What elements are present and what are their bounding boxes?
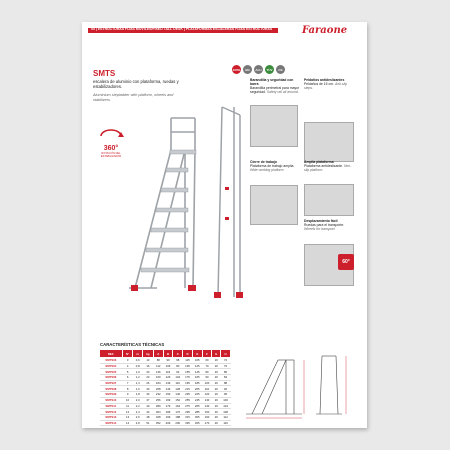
table-cell: 20 xyxy=(212,403,221,409)
table-cell: 99 xyxy=(163,358,173,364)
feature-body: Barandilla perimetral para mayor seguridad. xyxy=(250,86,300,94)
table-cell: 245 xyxy=(192,397,202,403)
table-cell: 328 xyxy=(153,414,163,420)
table-cell: 100 xyxy=(221,397,231,403)
photo-closure xyxy=(250,185,298,225)
table-cell: 232 xyxy=(153,392,163,398)
table-cell: 305 xyxy=(192,414,202,420)
table-cell: 110 xyxy=(202,386,212,392)
table-cell: 12 xyxy=(122,409,133,415)
table-cell: 20 xyxy=(142,369,153,375)
table-cell: 105 xyxy=(192,358,202,364)
table-cell: 6 xyxy=(122,375,133,381)
table-cell: 30 xyxy=(142,386,153,392)
table-cell: 189 xyxy=(163,409,173,415)
table-cell: 20 xyxy=(212,386,221,392)
table-cell: 205 xyxy=(192,386,202,392)
table-cell: 23 xyxy=(142,375,153,381)
table-cell: 116 xyxy=(221,420,231,426)
table-cell: 199 xyxy=(163,414,173,420)
table-cell: 285 xyxy=(192,409,202,415)
table-cell: 88 xyxy=(221,380,231,386)
product-code: SMTS xyxy=(93,69,116,78)
table-cell: 20 xyxy=(212,414,221,420)
specs-body xyxy=(100,358,231,426)
feature-en: Wide working platform. xyxy=(250,168,285,172)
table-cell: SMTS10 xyxy=(100,397,123,403)
feature-body: Peldaños de 15 cm. xyxy=(304,82,334,86)
table-cell: 70 xyxy=(202,363,212,369)
photo-handrail xyxy=(250,105,298,147)
table-cell: 2,8 xyxy=(133,420,142,426)
table-cell: 215 xyxy=(183,386,193,392)
feature-en: Wheels for transport. xyxy=(304,227,336,231)
table-cell: 225 xyxy=(192,392,202,398)
table-cell: 7 xyxy=(122,380,133,386)
col-header: REF. xyxy=(100,350,123,358)
table-cell: 119 xyxy=(163,369,173,375)
badge-en: EN xyxy=(243,65,252,74)
table-cell: 0,6 xyxy=(133,358,142,364)
table-cell: SMTS07 xyxy=(100,380,123,386)
table-cell: 2,2 xyxy=(133,403,142,409)
table-cell: 116 xyxy=(173,380,183,386)
table-cell: 335 xyxy=(183,420,193,426)
rotation-callout xyxy=(96,126,126,158)
table-cell: 129 xyxy=(163,375,173,381)
table-cell: 208 xyxy=(153,386,163,392)
table-cell: 140 xyxy=(173,392,183,398)
badge-100: 100% xyxy=(232,65,241,74)
table-cell: SMTS14 xyxy=(100,420,123,426)
table-cell: 152 xyxy=(173,397,183,403)
feature-en: Safety rail all around. xyxy=(266,90,299,94)
table-cell: 90 xyxy=(202,375,212,381)
table-cell: 179 xyxy=(163,403,173,409)
feature-en: Anti-slip steps. xyxy=(304,82,347,90)
catalog-page xyxy=(82,22,367,428)
table-cell: 104 xyxy=(221,403,231,409)
product-subtitle: escalera de aluminio con plataforma, ruedas y estabilizadores. xyxy=(93,79,179,89)
table-cell: 145 xyxy=(192,369,202,375)
feature-en: Non-slip platform. xyxy=(304,164,352,172)
table-cell: 130 xyxy=(202,397,212,403)
table-cell: 9 xyxy=(122,392,133,398)
table-cell: 84 xyxy=(221,375,231,381)
header-bar xyxy=(82,22,367,38)
badge-tuv: TÜV xyxy=(265,65,274,74)
table-cell: 92 xyxy=(173,369,183,375)
table-cell: 11 xyxy=(122,403,133,409)
badge-ce: CE xyxy=(276,65,285,74)
table-cell: 1,6 xyxy=(133,386,142,392)
brand-logo: Faraone xyxy=(302,25,348,36)
table-cell: 140 xyxy=(202,403,212,409)
feature-closure xyxy=(250,160,300,172)
feature-title: Desplazamiento fácil xyxy=(304,219,338,223)
table-cell: 188 xyxy=(173,414,183,420)
table-cell: 4 xyxy=(122,363,133,369)
table-cell: 44 xyxy=(142,409,153,415)
col-header: A xyxy=(153,350,163,358)
table-cell: 100 xyxy=(202,380,212,386)
table-cell: 176 xyxy=(173,409,183,415)
table-cell: 304 xyxy=(153,409,163,415)
col-header: H xyxy=(221,350,231,358)
table-cell: 352 xyxy=(153,420,163,426)
col-header: F xyxy=(202,350,212,358)
table-cell: 2,6 xyxy=(133,414,142,420)
table-cell: 125 xyxy=(192,363,202,369)
feature-body: Plataforma antideslizante. xyxy=(304,164,344,168)
feature-platform xyxy=(304,160,352,172)
feature-title: Amplia plataforma xyxy=(304,160,334,164)
table-cell: 115 xyxy=(183,358,193,364)
table-cell: 20 xyxy=(212,392,221,398)
table-cell: SMTS13 xyxy=(100,414,123,420)
table-cell: 20 xyxy=(212,375,221,381)
col-header: N° xyxy=(122,350,133,358)
table-cell: 33 xyxy=(142,392,153,398)
rotation-degrees: 360° xyxy=(103,145,119,152)
col-header: m xyxy=(133,350,142,358)
specs-header-row xyxy=(100,350,231,358)
table-cell: 280 xyxy=(153,403,163,409)
specs-title: CARACTERÍSTICAS TÉCNICAS xyxy=(100,342,165,347)
table-cell: SMTS06 xyxy=(100,375,123,381)
feature-title: Barandilla y seguridad con barra xyxy=(250,78,294,86)
table-cell: 256 xyxy=(153,397,163,403)
table-cell: 72 xyxy=(221,358,231,364)
table-cell: 175 xyxy=(183,375,193,381)
table-cell: 160 xyxy=(202,414,212,420)
table-cell: 170 xyxy=(202,420,212,426)
table-cell: SMTS11 xyxy=(100,403,123,409)
table-cell: 128 xyxy=(173,386,183,392)
table-cell: 5 xyxy=(122,369,133,375)
table-cell: 0,8 xyxy=(133,363,142,369)
table-cell: 16 xyxy=(142,363,153,369)
table-cell: 76 xyxy=(221,363,231,369)
table-cell: 14 xyxy=(122,420,133,426)
table-cell: 120 xyxy=(202,392,212,398)
table-cell: 165 xyxy=(192,375,202,381)
table-cell: 135 xyxy=(183,363,193,369)
table-cell: 88 xyxy=(153,358,163,364)
table-cell: 13 xyxy=(122,414,133,420)
feature-handrail xyxy=(250,78,300,94)
table-cell: 2,4 xyxy=(133,409,142,415)
table-cell: 80 xyxy=(202,369,212,375)
col-header: E xyxy=(192,350,202,358)
table-cell: 108 xyxy=(221,409,231,415)
table-cell: 20 xyxy=(212,363,221,369)
dimension-diagrams xyxy=(242,352,354,420)
certification-badges xyxy=(232,65,285,75)
table-cell: 255 xyxy=(183,397,193,403)
table-cell: 13 xyxy=(142,358,153,364)
rotation-caption: ROTACIÓN DEL ESTABILIZADOR xyxy=(100,152,122,158)
col-header: C xyxy=(173,350,183,358)
rotation-arrow-icon xyxy=(97,126,125,140)
table-cell: 235 xyxy=(183,392,193,398)
feature-title: Cierre de trabajo xyxy=(250,160,277,164)
table-cell: 169 xyxy=(163,397,173,403)
table-cell: 159 xyxy=(163,392,173,398)
badge-alu: ALU xyxy=(254,65,263,74)
table-cell: SMTS04 xyxy=(100,363,123,369)
table-cell: 265 xyxy=(192,403,202,409)
feature-body: Ruedas para el transporte. xyxy=(304,223,345,227)
table-cell: 80 xyxy=(221,369,231,375)
table-cell: 96 xyxy=(221,392,231,398)
table-cell: 20 xyxy=(212,358,221,364)
table-cell: 20 xyxy=(212,397,221,403)
table-cell: 26 xyxy=(142,380,153,386)
table-cell: 209 xyxy=(163,420,173,426)
col-header: G xyxy=(212,350,221,358)
angle-badge: 60° xyxy=(338,254,354,270)
table-cell: 136 xyxy=(153,369,163,375)
table-cell: 1,2 xyxy=(133,375,142,381)
table-cell: 20 xyxy=(212,409,221,415)
table-row xyxy=(100,420,231,426)
product-subtitle-en: Aluminium stepladder with platform, wheels and stabilizers. xyxy=(93,93,174,102)
table-cell: 315 xyxy=(183,414,193,420)
col-header: D xyxy=(183,350,193,358)
ladder-main-image xyxy=(127,110,202,295)
table-cell: 184 xyxy=(153,380,163,386)
table-cell: 150 xyxy=(202,409,212,415)
table-cell: 195 xyxy=(183,380,193,386)
photo-platform xyxy=(304,184,354,216)
feature-body: Plataforma de trabajo amplia. xyxy=(250,164,295,168)
table-cell: 20 xyxy=(212,369,221,375)
feature-wheels xyxy=(304,219,352,231)
table-cell: 275 xyxy=(183,403,193,409)
table-cell: SMTS09 xyxy=(100,392,123,398)
table-cell: 164 xyxy=(173,403,183,409)
table-cell: 109 xyxy=(163,363,173,369)
table-cell: 60 xyxy=(202,358,212,364)
feature-steps xyxy=(304,78,352,90)
table-cell: 112 xyxy=(221,414,231,420)
table-cell: 139 xyxy=(163,380,173,386)
table-cell: 2,0 xyxy=(133,397,142,403)
table-cell: 185 xyxy=(192,380,202,386)
table-cell: 51 xyxy=(142,420,153,426)
table-cell: SMTS03 xyxy=(100,358,123,364)
table-cell: 160 xyxy=(153,375,163,381)
table-cell: 1,0 xyxy=(133,369,142,375)
table-cell: 48 xyxy=(142,414,153,420)
specs-table xyxy=(99,349,231,426)
table-cell: 1,8 xyxy=(133,392,142,398)
table-cell: 104 xyxy=(173,375,183,381)
table-cell: 3 xyxy=(122,358,133,364)
table-cell: 8 xyxy=(122,386,133,392)
table-cell: 149 xyxy=(163,386,173,392)
table-cell: 20 xyxy=(212,420,221,426)
feature-title: Peldaños antideslizantes xyxy=(304,78,345,82)
table-cell: SMTS05 xyxy=(100,369,123,375)
table-cell: 92 xyxy=(221,386,231,392)
table-cell: 1,4 xyxy=(133,380,142,386)
table-cell: 10 xyxy=(122,397,133,403)
section-band xyxy=(88,28,278,33)
table-cell: 37 xyxy=(142,397,153,403)
table-cell: 80 xyxy=(173,363,183,369)
table-cell: 112 xyxy=(153,363,163,369)
photo-step xyxy=(304,122,354,162)
table-cell: 200 xyxy=(173,420,183,426)
section-band-text: 04 | ESTRUCTURAS FIJAS MÓVILES/FIXED TALL DESK | PLATAFORMAS ESCALERAS FIJAS ESTRUCTURAS xyxy=(91,27,273,31)
col-header: kg xyxy=(142,350,153,358)
table-cell: 40 xyxy=(142,403,153,409)
table-cell: SMTS12 xyxy=(100,409,123,415)
table-cell: 295 xyxy=(183,409,193,415)
table-cell: 325 xyxy=(192,420,202,426)
table-cell: SMTS08 xyxy=(100,386,123,392)
table-cell: 68 xyxy=(173,358,183,364)
col-header: B xyxy=(163,350,173,358)
table-cell: 155 xyxy=(183,369,193,375)
ladder-folded-image xyxy=(208,97,248,302)
table-cell: 20 xyxy=(212,380,221,386)
